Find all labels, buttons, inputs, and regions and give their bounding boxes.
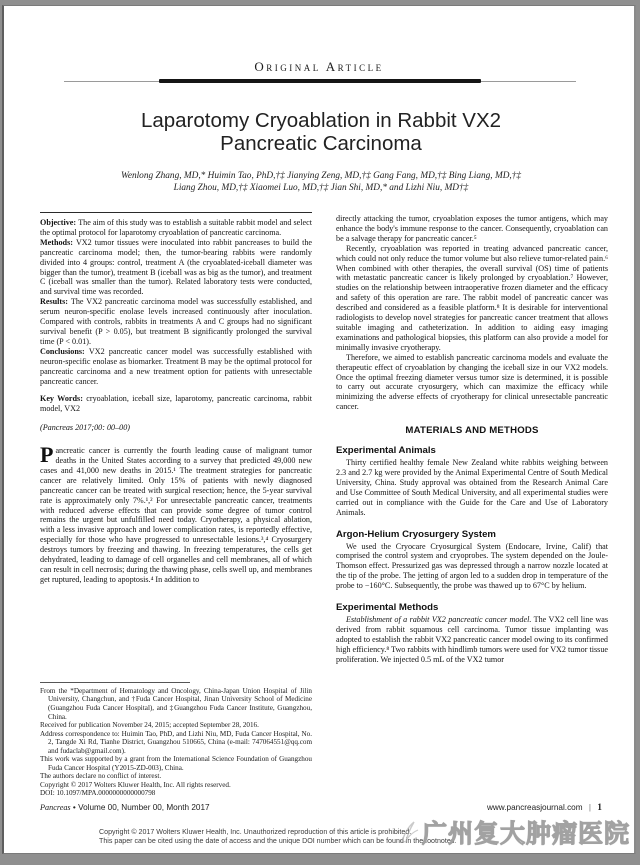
keywords-text: cryoablation, iceball size, laparotomy, pancreatic carcinoma, rabbit model, VX2 bbox=[40, 394, 312, 414]
article-title-line1: Laparotomy Cryoablation in Rabbit VX2 bbox=[140, 109, 502, 132]
footer-page-number: 1 bbox=[597, 803, 602, 813]
subheading-experimental-methods: Experimental Methods bbox=[336, 602, 439, 614]
intro-paragraph bbox=[40, 442, 312, 585]
abstract-objective bbox=[40, 218, 312, 238]
article-title bbox=[44, 109, 598, 155]
footer-journal-info bbox=[40, 803, 210, 812]
paragraph-experimental-methods bbox=[336, 615, 608, 665]
footer-separator: | bbox=[588, 803, 591, 812]
body-paragraph-continuation: directly attacking the tumor, cryoablation exposes the tumor antigens, which may enhance the body's immune response to the cancer. Consequently, cryoablation can be a salvage therapy for pancreatic cancer.⁵ bbox=[336, 214, 608, 243]
footer-bullet: • bbox=[72, 803, 76, 812]
abstract-results bbox=[40, 297, 312, 347]
journal-page bbox=[2, 5, 636, 854]
paragraph-methods-text: The VX2 cell line was derived from rabbit squamous cell carcinoma. Tumor tissue implanting was adopted to establish the rabbit VX2 pancreatic cancer model owing to its confirmed high efficiency.⁸ Two rabbits with hindlimb tumors were used for VX2 tumor tissue proliferation. We injected 0.5 mL of the VX2 tumor bbox=[336, 615, 609, 664]
left-column bbox=[40, 212, 312, 798]
abstract-conclusions-label: Conclusions: bbox=[40, 346, 89, 356]
subheading-cryosurgery-system: Argon-Helium Cryosurgery System bbox=[336, 528, 496, 540]
abstract-conclusions bbox=[40, 347, 312, 387]
paragraph-methods-lead: Establishment of a rabbit VX2 pancreatic cancer model. bbox=[346, 615, 532, 625]
abstract-results-text: The VX2 pancreatic carcinoma model was successfully established, and serum neuron-specific enolase levels increased continuously after inoculation. Compared with controls, rabbits in treatments A and C groups had no significant survival benefit (P > 0.05), but treatment B significantly prolonged the survival time (P < 0.01). bbox=[40, 297, 312, 346]
masthead-thick-rule bbox=[159, 79, 481, 83]
abstract-methods-label: Methods: bbox=[40, 237, 76, 247]
footnote-conflict: The authors declare no conflict of interest. bbox=[40, 772, 162, 781]
keywords-label: Key Words: bbox=[40, 394, 87, 404]
dropcap-letter: P bbox=[40, 442, 54, 468]
subheading-experimental-animals: Experimental Animals bbox=[336, 445, 436, 457]
two-column-layout bbox=[40, 212, 608, 798]
body-paragraph-recently: Recently, cryoablation was reported in treating advanced pancreatic cancer, which could not only reduce the tumor volume but also relieve tumor-related pain.⁶ When combined with other therapies, the overall survival (OS) time of patients with metastatic pancreatic cancer is likely prolonged by cryoablation.⁷ However, studies on the relationship between intraoperative frozen diameter and the efficacy and safety of this operation are rare. The rabbit model of pancreatic cancer was described and considered as a feasible platform.⁸ It is desirable for interventional radiologists to develop novel strategies for pancreatic cancer treatment that allows suitable imaging and catheterization. In addition to aiding easy imaging examinations and pathological biopsies, this platform can also provide a model for minimally invasive cryotherapy. bbox=[336, 243, 608, 352]
footnote-affiliations: From the *Department of Hematology and Oncology, China-Japan Union Hospital of Jilin University, Changchun, and †Fuda Cancer Hospital, Jinan University School of Medicine (Guangzhou Fuda Cancer Hospital), and ‡Guangzhou Fuda Cancer Institute, Guangzhou, China. bbox=[40, 686, 312, 721]
copyright-line1: Copyright © 2017 Wolters Kluwer Health, Inc. Unauthorized reproduction of this article is prohibited. bbox=[99, 828, 412, 836]
article-type-masthead: Original Article bbox=[254, 59, 384, 74]
abstract bbox=[40, 212, 312, 433]
author-list-line1: Wenlong Zhang, MD,* Huimin Tao, PhD,†‡ Jianying Zeng, MD,†‡ Gang Fang, MD,†‡ Bing Liang, MD,†‡ bbox=[120, 171, 522, 181]
abstract-methods bbox=[40, 238, 312, 297]
abstract-results-label: Results: bbox=[40, 297, 71, 307]
abstract-conclusions-text: VX2 pancreatic cancer model was successfully established with neuron-specific enolase as biomarker. Treatment B may be the optimal protocol for pancreatic carcinoma and a new treatment option for patients with unresectable pancreatic cancer. bbox=[40, 346, 312, 386]
footer-journal-url: www.pancreasjournal.com bbox=[486, 803, 583, 812]
footnote-doi: DOI: 10.1097/MPA.0000000000000798 bbox=[40, 789, 156, 798]
footer-issue: Volume 00, Number 00, Month 2017 bbox=[78, 803, 210, 812]
journal-citation: (Pancreas 2017;00: 00–00) bbox=[40, 423, 130, 433]
right-column bbox=[336, 212, 608, 798]
section-heading-materials-methods: MATERIALS AND METHODS bbox=[405, 425, 539, 437]
body-paragraph-therefore: Therefore, we aimed to establish pancreatic carcinoma models and evaluate the therapeutic effect of cryoablation by changing the iceball size in our VX2 models. Once the optimal freezing diameter versus tumor size is determined, it is possible to carry out accurate cryosurgery, which can maximize the efficacy while minimizing the adverse effects of cryotherapy for clinical unresectable pancreatic cancer. bbox=[336, 352, 608, 412]
footer-journal-name: Pancreas bbox=[40, 803, 71, 812]
footnote-received: Received for publication November 24, 2015; accepted September 28, 2016. bbox=[40, 721, 259, 730]
copyright-notice bbox=[99, 828, 569, 845]
footnote-block bbox=[40, 680, 312, 798]
hospital-watermark-text: 广州复大肿瘤医院 bbox=[421, 820, 630, 848]
abstract-objective-text: The aim of this study was to establish a suitable rabbit model and select the optimal protocol for laparotomy cryoablation of pancreatic carcinoma. bbox=[40, 218, 312, 237]
footnote-copyright: Copyright © 2017 Wolters Kluwer Health, Inc. All rights reserved. bbox=[40, 780, 231, 789]
paragraph-cryosurgery-system: We used the Cryocare Cryosurgical System (Endocare, Irvine, Calif) that comprised the control system and cryoprobes. The system depended on the Joule-Thomson effect. Pressurized gas was depressed through a narrow nozzle located at the tip of the probe. The jetting of argon led to a sudden drop in temperature of the probe to −160°C. Subsequently, the probe was thawed up to 67°C by helium. bbox=[336, 541, 608, 591]
paragraph-experimental-animals: Thirty certified healthy female New Zealand white rabbits weighing between 2.3 and 2.7 kg were provided by the Animal Experimental Centre of South Medical University, China. Study approval was obtained from the Research Animal Care and Use Committee of South Medical University, and all experimental studies were carried out in compliance with the Guide for the Care and Use of Laboratory Animals. bbox=[336, 458, 608, 517]
footnote-funding: This work was supported by a grant from the International Science Foundation of Guangzhou Fuda Cancer Hospital (Y2015-ZD-003), China. bbox=[40, 755, 312, 772]
article-title-line2: Pancreatic Carcinoma bbox=[220, 132, 422, 155]
footer-site-page bbox=[487, 803, 602, 813]
abstract-objective-label: Objective: bbox=[40, 218, 79, 227]
intro-paragraph-text: ancreatic cancer is currently the fourth leading cause of malignant tumor deaths in the United States according to a survey that predicted 49,000 new cases and 41,000 new deaths in 2015.¹ The treatment strategies for pancreatic cancer are relatively limited. Only 15% of patients with newly diagnosed pancreatic cancer can be treated with surgical resection; hence, the 5-year survival rate is approximately only 7%.¹,² For unresectable pancreatic cancer, treatments with reduced adverse effects that can provide some degree of tumor control remains the urgent but unfulfilled need today. Cryotherapy, a physical ablation, with a less invasive approach and lower complication rates, is reportedly effective, especially for those who have progressed to unresectable lesions.³,⁴ Cryosurgery destroys tumors by freezing and thawing. In freezing temperatures, the cells get dehydrated, leading to damage of cell organelles and cell membranes, all of which can result in cell necrosis; during the thawing phase, cells swell up, and membranes get ruptured, leading to apoptosis.⁴ In addition to bbox=[40, 446, 312, 584]
author-list-line2: Liang Zhou, MD,†‡ Xiaomei Luo, MD,†‡ Jian Shi, MD,* and Lizhi Niu, MD†‡ bbox=[173, 182, 469, 193]
footnote-rule bbox=[40, 682, 190, 683]
footnote-correspondence: Address correspondence to: Huimin Tao, PhD, and Lizhi Niu, MD, Fuda Cancer Hospital, No. 2, Tangde Xi Rd, Tianhe District, Guangzhou 510665, China (e-mail: 747064551@qq.com and fudaclab@gmail.com). bbox=[40, 729, 312, 755]
keywords bbox=[40, 394, 312, 414]
abstract-methods-text: VX2 tumor tissues were inoculated into rabbit pancreases to build the pancreatic carcinoma model; then, the tumor-bearing rabbits were randomly divided into 4 groups: control, treatment A (the cryoablated-iceball diameter was bigger than the tumor), treatment B (iceball was as big as the tumor), and treatment C (iceball was smaller than the tumor). Related laboratory tests were conducted, and survival time was recorded. bbox=[40, 237, 312, 297]
copyright-line2: This paper can be cited using the date of access and the unique DOI number which can be found in the footnotes. bbox=[99, 836, 457, 845]
author-list bbox=[24, 171, 618, 194]
